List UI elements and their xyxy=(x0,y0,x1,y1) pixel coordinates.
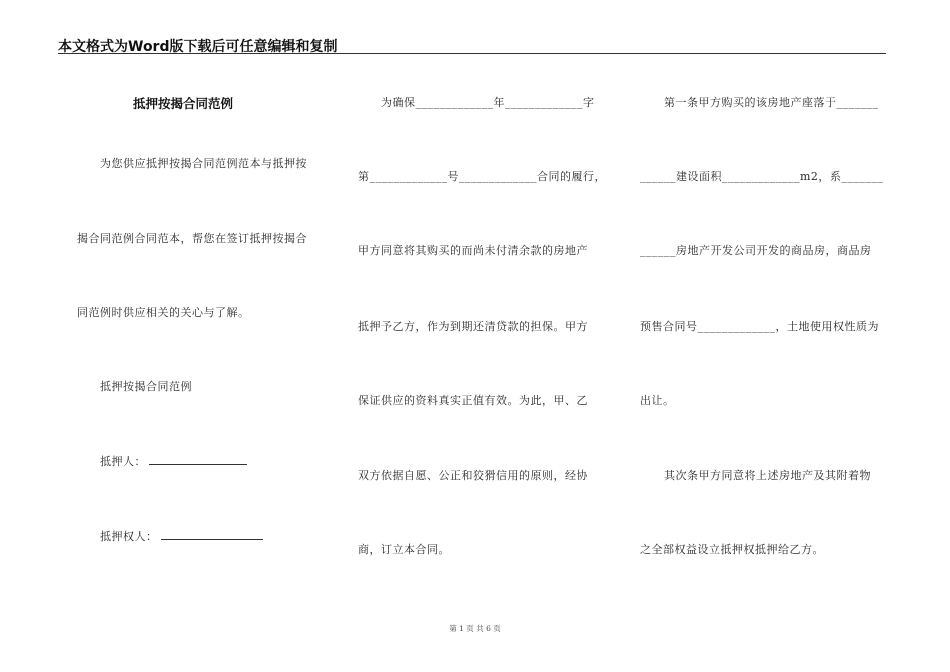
header-divider xyxy=(58,53,886,54)
col2-line-2: 第_____________号_____________合同的履行， xyxy=(358,170,606,183)
col1-line-2: 揭合同范例合同范本，帮您在签订抵押按揭合 xyxy=(77,232,307,245)
mortgagor-signature-line xyxy=(149,454,247,465)
col3-line-6: 其次条甲方同意将上述房地产及其附着物 xyxy=(664,469,871,482)
page-header-text: 本文格式为Word版下载后可任意编辑和复制 xyxy=(58,39,338,55)
col2-line-7: 商，订立本合同。 xyxy=(358,543,450,556)
col2-line-3: 甲方同意将其购买的而尚未付清余款的房地产 xyxy=(358,244,588,257)
col2-line-4: 抵押予乙方，作为到期还清贷款的担保。甲方 xyxy=(358,320,588,333)
col1-line-3: 同范例时供应相关的关心与了解。 xyxy=(77,306,250,319)
col3-line-4: 预售合同号_____________，土地使用权性质为 xyxy=(640,320,879,333)
col3-line-2: ______建设面积_____________m2，系_______ xyxy=(640,170,884,183)
mortgagor-row xyxy=(100,453,247,469)
col3-line-3: ______房地产开发公司开发的商品房，商品房 xyxy=(640,244,872,257)
col1-line-4: 抵押按揭合同范例 xyxy=(100,380,192,393)
mortgagee-row xyxy=(100,528,263,544)
page-number: 第 1 页 共 6 页 xyxy=(449,624,501,633)
mortgagor-label: 抵押人： xyxy=(100,455,146,468)
col3-line-7: 之全部权益设立抵押权抵押给乙方。 xyxy=(640,543,824,556)
col1-line-1: 为您供应抵押按揭合同范例范本与抵押按 xyxy=(100,157,307,170)
col2-line-6: 双方依据自愿、公正和狡猾信用的原则，经协 xyxy=(358,469,588,482)
col3-line-5: 出让。 xyxy=(640,394,675,407)
mortgagee-label: 抵押权人： xyxy=(100,530,158,543)
col2-line-5: 保证供应的资料真实正值有效。为此，甲、乙 xyxy=(358,394,588,407)
col3-line-1: 第一条甲方购买的该房地产座落于_______ xyxy=(664,96,879,109)
mortgagee-signature-line xyxy=(161,529,263,540)
col2-line-1: 为确保_____________年_____________字 xyxy=(381,96,595,109)
document-title: 抵押按揭合同范例 xyxy=(133,96,234,111)
